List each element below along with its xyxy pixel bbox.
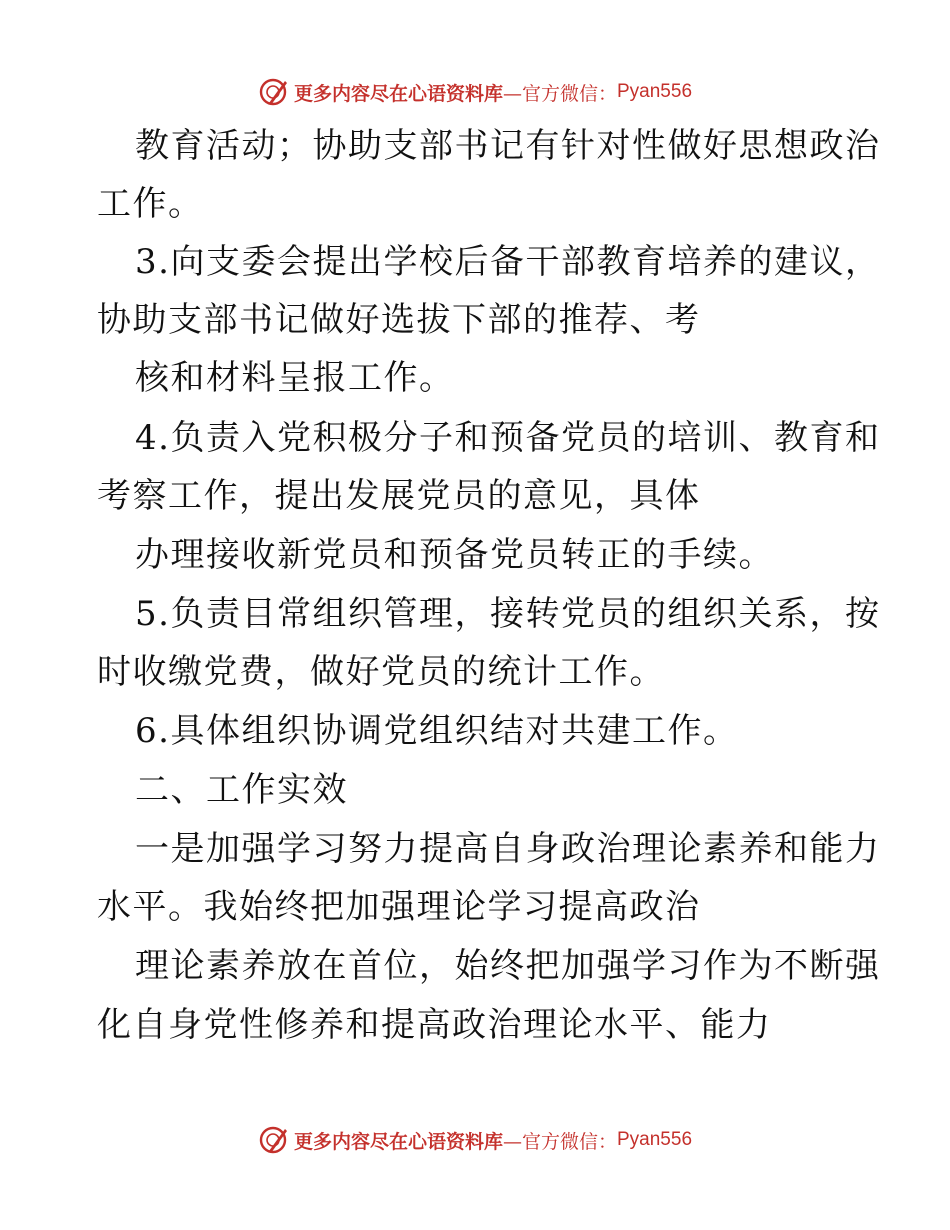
body-line: 理论素养放在首位，始终把加强学习作为不断强	[135, 946, 881, 986]
pen-logo-icon	[258, 1125, 288, 1155]
body-line: 3.向支委会提出学校后备干部教育培养的建议，	[135, 242, 881, 282]
body-line: 时收缴党费，做好党员的统计工作。	[97, 652, 665, 692]
body-line: 考察工作，提出发展党员的意见，具体	[97, 476, 701, 516]
body-line: 水平。我始终把加强理论学习提高政治	[97, 887, 701, 927]
footer-text: 更多内容尽在心语资料库	[293, 1130, 503, 1153]
header-dash: —官方微信：	[502, 82, 617, 105]
body-line: 工作。	[97, 184, 204, 224]
body-line: 一是加强学习努力提高自身政治理论素养和能力	[135, 829, 881, 869]
header-wechat: Pyan556	[617, 81, 693, 102]
footer-dash: —官方微信：	[502, 1130, 617, 1153]
body-line: 6.具体组织协调党组织结对共建工作。	[135, 711, 739, 751]
footer-wechat: Pyan556	[617, 1129, 693, 1150]
body-line: 协助支部书记做好选拔下部的推荐、考	[97, 300, 701, 340]
body-line: 核和材料呈报工作。	[135, 358, 455, 398]
body-line: 教育活动；协助支部书记有针对性做好思想政治	[135, 126, 881, 166]
body-line: 化自身党性修养和提高政治理论水平、能力	[97, 1005, 772, 1045]
body-line: 4.负责入党积极分子和预备党员的培训、教育和	[135, 418, 881, 458]
header-text: 更多内容尽在心语资料库	[293, 82, 503, 105]
body-line: 办理接收新党员和预备党员转正的手续。	[135, 535, 774, 575]
body-line: 二、工作实效	[135, 770, 348, 810]
footer-banner	[0, 1118, 950, 1162]
body-line: 5.负责目常组织管理，接转党员的组织关系，按	[135, 594, 881, 634]
